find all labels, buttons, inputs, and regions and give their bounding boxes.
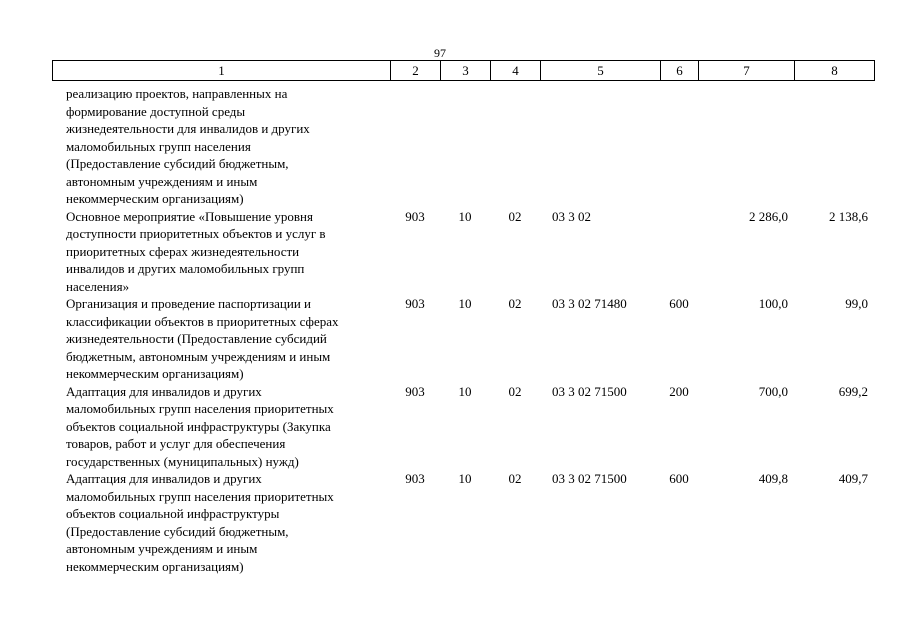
subsection-cell	[490, 85, 540, 208]
row-name-line: некоммерческим организациям)	[66, 558, 244, 574]
row-name-line: классификации объектов в приоритетных сферах	[66, 313, 339, 329]
column-header-5: 5	[541, 61, 661, 81]
subsection-cell: 02	[508, 383, 522, 399]
row-name-line: объектов социальной инфраструктуры	[66, 506, 280, 521]
row-name-line: населения»	[66, 278, 130, 294]
section-cell: 10	[458, 208, 472, 224]
section-cell: 10	[458, 471, 472, 486]
row-name-line: приоритетных сферах жизнедеятельности	[66, 243, 300, 259]
row-name-cell	[52, 85, 390, 208]
row-name-cell	[52, 383, 390, 471]
planned-amount-cell: 2 286,0	[749, 208, 788, 224]
table-row	[52, 295, 874, 383]
section-cell: 10	[458, 383, 472, 399]
row-name-line: Основное мероприятие «Повышение уровня	[66, 208, 313, 224]
planned-amount-cell	[698, 85, 794, 208]
row-name-line: жизнедеятельности для инвалидов и других	[66, 121, 310, 136]
row-name-line: государственных (муниципальных) нужд)	[66, 453, 299, 469]
row-name-line: маломобильных групп населения приоритетных	[66, 401, 334, 416]
target-article-cell: 03 3 02 71480	[552, 296, 627, 311]
column-header-4: 4	[491, 61, 541, 81]
row-name-line: товаров, работ и услуг для обеспечения	[66, 436, 286, 451]
expense-type-cell	[660, 85, 698, 208]
column-header-2: 2	[391, 61, 441, 81]
column-header-3: 3	[441, 61, 491, 81]
subsection-cell: 02	[508, 471, 522, 486]
row-name-cell	[52, 470, 390, 575]
row-name-line: бюджетным, автономным учреждениям и иным	[66, 348, 331, 364]
row-name-line: инвалидов и других маломобильных групп	[66, 261, 305, 276]
target-article-cell: 03 3 02	[552, 208, 591, 224]
expense-type-cell	[660, 208, 698, 296]
planned-amount-cell: 409,8	[758, 471, 788, 486]
planned-amount-cell: 100,0	[758, 296, 788, 311]
admin-code-cell: 903	[405, 296, 425, 311]
target-article-cell: 03 3 02 71500	[552, 383, 627, 399]
row-name-line: маломобильных групп населения приоритетных	[66, 488, 334, 504]
target-article-cell: 03 3 02 71500	[552, 471, 627, 486]
column-header-6: 6	[661, 61, 699, 81]
expense-type-cell: 600	[669, 471, 689, 486]
actual-amount-cell: 699,2	[838, 383, 868, 399]
table-row	[52, 208, 874, 296]
table-header	[52, 60, 875, 81]
column-header-8: 8	[795, 61, 875, 81]
admin-code-cell: 903	[405, 383, 425, 399]
section-cell	[440, 85, 490, 208]
expense-type-cell: 600	[669, 296, 689, 311]
row-name-line: (Предоставление субсидий бюджетным,	[66, 523, 289, 539]
admin-code-cell: 903	[405, 471, 425, 486]
row-name-line: Адаптация для инвалидов и других	[66, 383, 262, 399]
row-name-line: объектов социальной инфраструктуры (Закупка	[66, 418, 331, 434]
row-name-line: Организация и проведение паспортизации и	[66, 296, 312, 311]
actual-amount-cell: 409,7	[838, 471, 868, 486]
budget-table	[52, 85, 874, 575]
column-number-row	[53, 61, 875, 81]
section-cell: 10	[458, 296, 472, 311]
row-name-line: некоммерческим организациям)	[66, 366, 244, 381]
subsection-cell: 02	[508, 296, 522, 311]
row-name-line: некоммерческим организациям)	[66, 191, 244, 206]
table-row	[52, 85, 874, 208]
actual-amount-cell	[794, 85, 874, 208]
row-name-line: автономным учреждениям и иным	[66, 173, 258, 189]
row-name-line: Адаптация для инвалидов и других	[66, 471, 262, 486]
row-name-cell	[52, 295, 390, 383]
actual-amount-cell: 99,0	[845, 296, 868, 311]
row-name-line: формирование доступной среды	[66, 103, 246, 119]
admin-code-cell	[390, 85, 440, 208]
table-row	[52, 383, 874, 471]
row-name-line: доступности приоритетных объектов и услуг в	[66, 226, 326, 241]
page-number: 97	[434, 46, 446, 60]
actual-amount-cell: 2 138,6	[829, 208, 868, 224]
target-article-cell	[540, 85, 660, 208]
row-name-line: жизнедеятельности (Предоставление субсидий	[66, 331, 327, 346]
row-name-cell	[52, 208, 390, 296]
column-header-7: 7	[699, 61, 795, 81]
row-name-line: автономным учреждениям и иным	[66, 541, 258, 556]
planned-amount-cell: 700,0	[758, 383, 788, 399]
expense-type-cell: 200	[669, 383, 689, 399]
admin-code-cell: 903	[405, 208, 425, 224]
row-name-line: маломобильных групп населения	[66, 138, 251, 154]
subsection-cell: 02	[508, 208, 522, 224]
row-name-line: (Предоставление субсидий бюджетным,	[66, 156, 289, 171]
row-name-line: реализацию проектов, направленных на	[66, 86, 288, 101]
column-header-1: 1	[53, 61, 391, 81]
table-row	[52, 470, 874, 575]
